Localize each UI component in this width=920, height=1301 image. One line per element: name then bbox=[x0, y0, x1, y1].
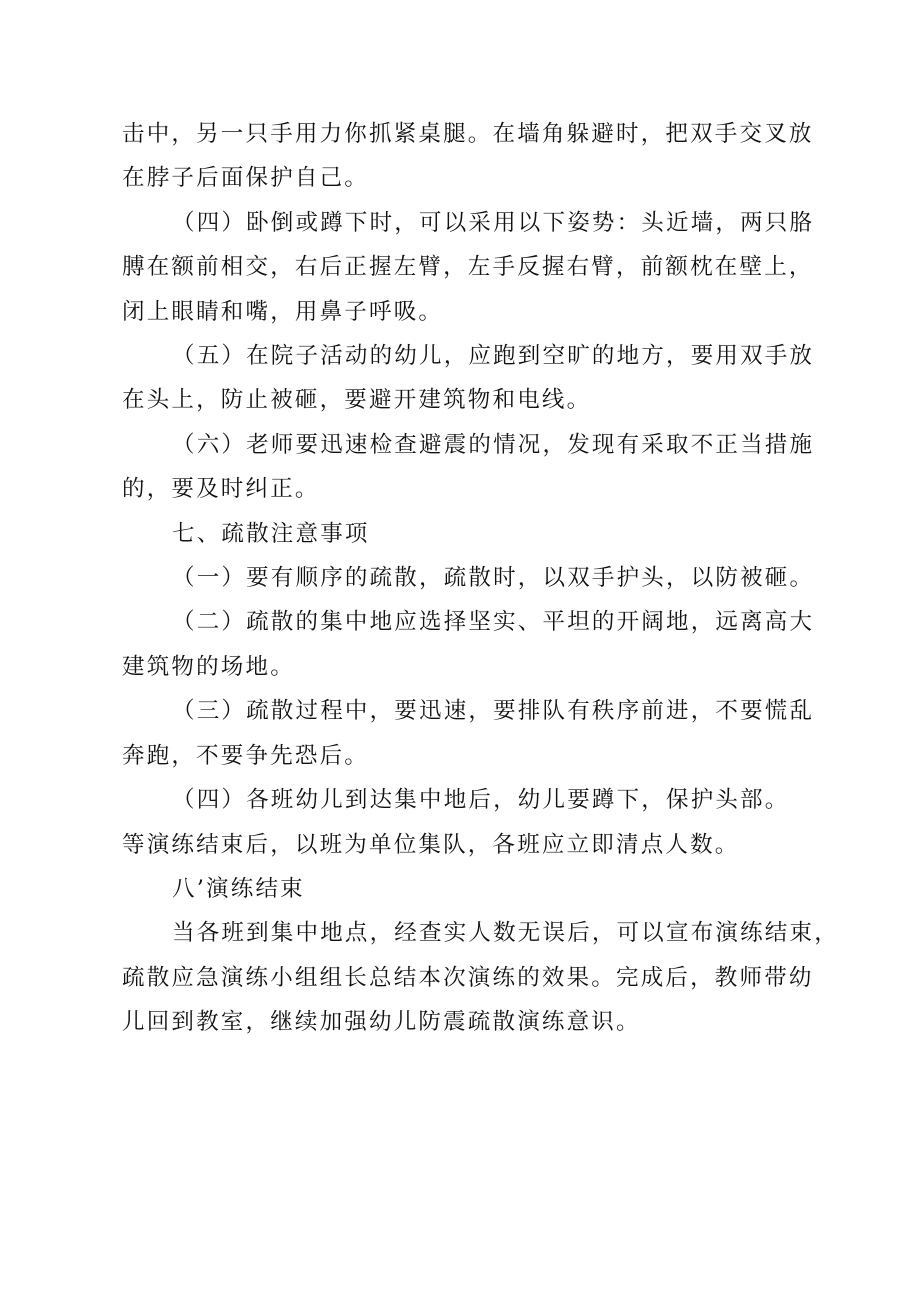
text-line: 儿回到教室，继续加强幼儿防震疏散演练意识。 bbox=[122, 1009, 641, 1036]
text-line: （六）老师要迅速检查避震的情况，发现有采取不正当措施 bbox=[172, 431, 815, 458]
section-heading-evacuation-notes bbox=[122, 512, 827, 556]
text-line: 当各班到集中地点，经查实人数无误后，可以宣布演练结束， bbox=[172, 920, 839, 947]
paragraph-item-4-posture bbox=[122, 201, 827, 334]
text-line: （四）各班幼儿到达集中地后，幼儿要蹲下，保护头部。 bbox=[172, 787, 790, 814]
paragraph-evac-item-2 bbox=[122, 600, 827, 689]
section-heading-drill-end bbox=[122, 867, 827, 911]
text-line: 等演练结束后，以班为单位集队，各班应立即清点人数。 bbox=[122, 831, 740, 858]
text-line: 膊在额前相交，右后正握左臂，左手反握右臂，前额枕在壁上， bbox=[122, 254, 814, 281]
paragraph-continued-text bbox=[122, 112, 827, 201]
paragraph-item-6-teacher-check bbox=[122, 423, 827, 512]
paragraph-evac-item-3 bbox=[122, 689, 827, 778]
section-heading: 八’演练结束 bbox=[172, 875, 305, 902]
text-line: 建筑物的场地。 bbox=[122, 653, 295, 680]
document-body bbox=[122, 112, 839, 1045]
text-line: （一）要有顺序的疏散，疏散时，以双手护头，以防被砸。 bbox=[172, 565, 815, 592]
text-line: （三）疏散过程中，要迅速，要排队有秩序前进，不要慌乱 bbox=[172, 698, 815, 725]
text-line: 闭上眼睛和嘴，用鼻子呼吸。 bbox=[122, 298, 444, 325]
text-line: （四）卧倒或蹲下时，可以采用以下姿势：头近墙，两只胳 bbox=[172, 209, 815, 236]
paragraph-drill-end bbox=[122, 911, 839, 1044]
text-line: （五）在院子活动的幼儿，应跑到空旷的地方，要用双手放 bbox=[172, 343, 815, 370]
paragraph-evac-item-1 bbox=[122, 556, 827, 600]
text-line: 奔跑，不要争先恐后。 bbox=[122, 742, 370, 769]
paragraph-item-5-courtyard bbox=[122, 334, 827, 423]
text-line: （二）疏散的集中地应选择坚实、平坦的开阔地，远离高大 bbox=[172, 609, 815, 636]
text-line: 在头上，防止被砸，要避开建筑物和电线。 bbox=[122, 387, 592, 414]
text-line: 在脖子后面保护自己。 bbox=[122, 165, 370, 192]
text-line: 的，要及时纠正。 bbox=[122, 476, 320, 503]
text-line: 击中，另一只手用力你抓紧桌腿。在墙角躲避时，把双手交叉放 bbox=[122, 121, 814, 147]
paragraph-evac-item-4 bbox=[122, 778, 827, 867]
text-line: 疏散应急演练小组组长总结本次演练的效果。完成后，教师带幼 bbox=[122, 964, 814, 991]
section-heading: 七、疏散注意事项 bbox=[172, 520, 370, 547]
